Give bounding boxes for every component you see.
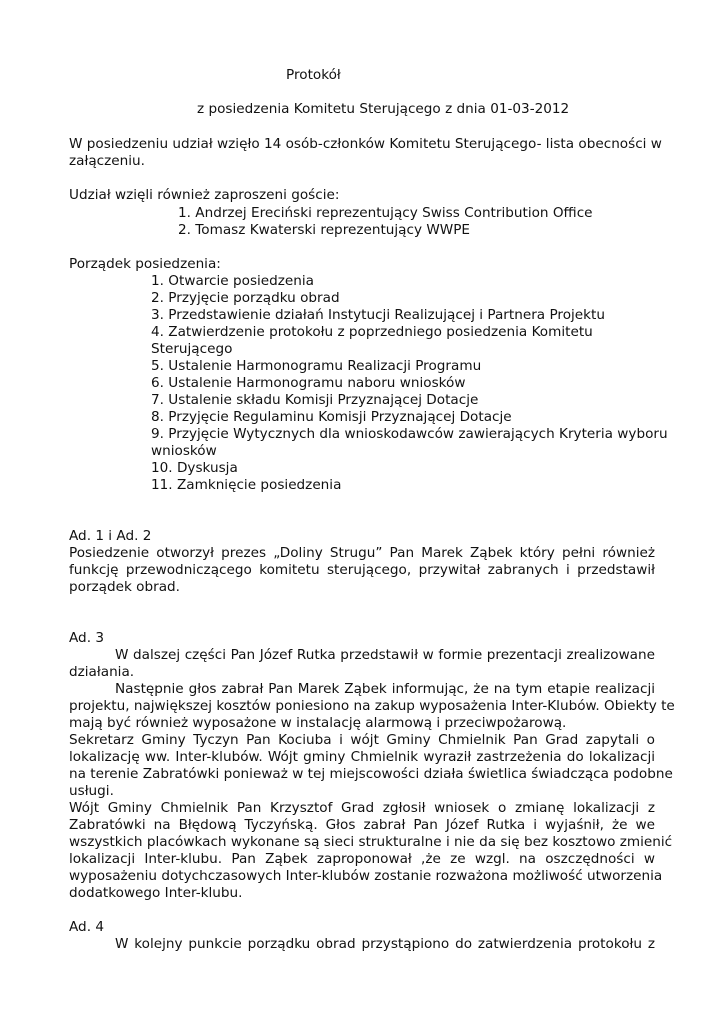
paragraph-line: W kolejny punkcie porządku obrad przystąpiono do zatwierdzenia protokołu z: [115, 936, 655, 952]
paragraph-line: działania.: [69, 664, 135, 680]
paragraph-line: wszystkich placówkach wykonane są sieci strukturalne i nie da się bez kosztowo zmienić: [69, 834, 673, 850]
paragraph-line: funkcję przewodniczącego komitetu sterującego, przywitał zabranych i przedstawił: [69, 562, 655, 578]
agenda-item: 6. Ustalenie Harmonogramu naboru wniosków: [151, 375, 466, 391]
paragraph-line: lokalizacji Inter-klubu. Pan Ząbek zaproponował ,że ze wzgl. na oszczędności w: [69, 851, 655, 867]
document-title: Protokół: [286, 67, 341, 83]
paragraph-line: na terenie Zabratówki ponieważ w tej miejscowości działa świetlica świadcząca podobne: [69, 766, 673, 782]
agenda-item: 7. Ustalenie składu Komisji Przyznającej Dotacje: [151, 392, 479, 408]
agenda-item: wniosków: [151, 443, 217, 459]
paragraph-line: lokalizację ww. Inter-klubów. Wójt gminy Chmielnik wyraził zastrzeżenia do lokalizacji: [69, 749, 655, 765]
agenda-item: 9. Przyjęcie Wytycznych dla wnioskodawców zawierających Kryteria wyboru: [151, 426, 668, 442]
agenda-heading: Porządek posiedzenia:: [69, 256, 221, 272]
paragraph-line: dodatkowego Inter-klubu.: [69, 885, 243, 901]
paragraph-line: mają być również wyposażone w instalację alarmową i przeciwpożarową.: [69, 715, 567, 731]
agenda-item: 3. Przedstawienie działań Instytucji Realizującej i Partnera Projektu: [151, 307, 605, 323]
paragraph-line: W dalszej części Pan Józef Rutka przedstawił w formie prezentacji zrealizowane: [115, 647, 655, 663]
paragraph-line: Posiedzenie otworzył prezes „Doliny Strugu” Pan Marek Ząbek który pełni również: [69, 545, 655, 561]
agenda-item: 4. Zatwierdzenie protokołu z poprzedniego posiedzenia Komitetu: [151, 324, 593, 340]
paragraph-line: Wójt Gminy Chmielnik Pan Krzysztof Grad zgłosił wniosek o zmianę lokalizacji z: [69, 800, 655, 816]
section-heading-ad4: Ad. 4: [69, 919, 104, 935]
paragraph-line: projektu, największej kosztów poniesiono na zakup wyposażenia Inter-Klubów. Obiekty te: [69, 698, 675, 714]
agenda-item: 1. Otwarcie posiedzenia: [151, 273, 315, 289]
attendance-line: W posiedzeniu udział wzięło 14 osób-członków Komitetu Sterującego- lista obecności w: [69, 136, 662, 152]
section-heading-ad3: Ad. 3: [69, 630, 104, 646]
agenda-item: 5. Ustalenie Harmonogramu Realizacji Programu: [151, 358, 482, 374]
agenda-item: 11. Zamknięcie posiedzenia: [151, 477, 342, 493]
paragraph-line: wyposażeniu dotychczasowych Inter-klubów zostanie rozważona możliwość utworzenia: [69, 868, 663, 884]
attendance-line: załączeniu.: [69, 153, 145, 169]
agenda-item: 8. Przyjęcie Regulaminu Komisji Przyznającej Dotacje: [151, 409, 512, 425]
paragraph-line: usługi.: [69, 783, 114, 799]
section-heading-ad12: Ad. 1 i Ad. 2: [69, 528, 152, 544]
agenda-item: Sterującego: [151, 341, 233, 357]
paragraph-line: Następnie głos zabrał Pan Marek Ząbek informując, że na tym etapie realizacji: [115, 681, 655, 697]
guests-intro: Udział wzięli również zaproszeni goście:: [69, 187, 340, 203]
guest-item: 2. Tomasz Kwaterski reprezentujący WWPE: [178, 222, 471, 238]
paragraph-line: Sekretarz Gminy Tyczyn Pan Kociuba i wójt Gminy Chmielnik Pan Grad zapytali o: [69, 732, 655, 748]
paragraph-line: porządek obrad.: [69, 579, 181, 595]
document-subtitle: z posiedzenia Komitetu Sterującego z dnia 01-03-2012: [197, 101, 570, 117]
paragraph-line: Zabratówki na Błędową Tyczyńską. Głos zabrał Pan Józef Rutka i wyjaśnił, że we: [69, 817, 655, 833]
guest-item: 1. Andrzej Ereciński reprezentujący Swiss Contribution Office: [178, 205, 593, 221]
agenda-item: 2. Przyjęcie porządku obrad: [151, 290, 340, 306]
agenda-item: 10. Dyskusja: [151, 460, 238, 476]
